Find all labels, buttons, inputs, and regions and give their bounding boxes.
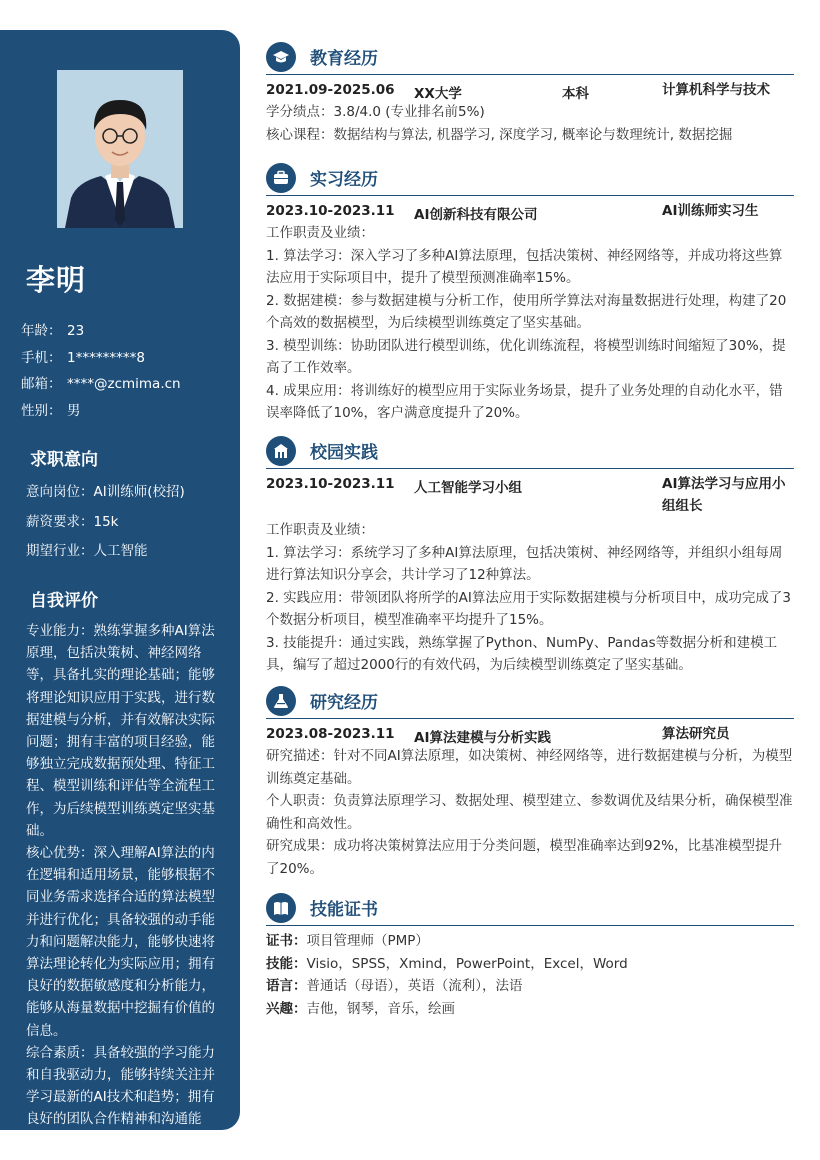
self-evaluation (26, 620, 218, 1153)
internship-section (266, 161, 794, 425)
section-header (266, 684, 794, 719)
info-row-phone: 手机： 1*********8 (21, 349, 145, 366)
entry-header: 2021.09-2025.06 XX大学 本科 计算机科学与技术 (266, 82, 770, 102)
intent-row: 意向岗位：AI训练师(校招) (26, 484, 185, 500)
section-body: 研究描述：针对不同AI算法原理，如决策树、神经网络等，进行数据建模与分析，为模型训练奠定基础。 个人职责：负责算法原理学习、数据处理、模型建立、参数调优及结果分析，确保模型准确性和高效性。 研究成果：成功将决策树算法应用于分类问题，模型准确率达到92%，比基准模型提升了20%。 (266, 748, 793, 877)
section-body: 学分绩点：3.8/4.0 (专业排名前5%) 核心课程：数据结构与算法, 机器学习, 深度学习, 概率论与数理统计, 数据挖掘 (266, 104, 733, 143)
self-eval-title: 自我评价 (30, 591, 98, 611)
skill-row: 技能：Visio，SPSS，Xmind，PowerPoint，Excel，Word (266, 955, 628, 972)
skill-row: 证书：项目管理师（PMP） (266, 933, 429, 949)
building-icon (266, 436, 296, 466)
info-row-age: 年龄： 23 (21, 323, 85, 339)
intent-row: 期望行业：人工智能 (26, 543, 148, 559)
self-eval-paragraph: 综合素质：具备较强的学习能力和自我驱动力，能够持续关注并学习最新的AI技术和趋势；拥有良好的团队合作精神和沟通能力，能够与团队成员高效协作。 (26, 1044, 215, 1150)
briefcase-icon (266, 163, 296, 193)
intent-row: 薪资要求：15k (26, 513, 119, 530)
self-eval-paragraph: 专业能力：熟练掌握多种AI算法原理，包括决策树、神经网络等，具备扎实的理论基础；能够将理论知识应用于实践，进行数据建模与分析，并有效解决实际问题；拥有丰富的项目经验，能够独立完成数据预处理、特征工程、模型训练和评估等全流程工作，为后续模型训练奠定坚实基础。 (26, 623, 215, 839)
section-header (266, 891, 794, 926)
book-icon (266, 893, 296, 923)
research-section (266, 684, 794, 880)
info-row-email: 邮箱： ****@zcmima.cn (21, 376, 181, 392)
personal-info (21, 318, 181, 424)
section-header (266, 40, 794, 75)
section-title: 实习经历 (310, 170, 378, 190)
education-section (266, 40, 794, 146)
graduation-cap-icon (266, 42, 296, 72)
self-eval-paragraph: 核心优势：深入理解AI算法的内在逻辑和适用场景，能够根据不同业务需求选择合适的算法模型并进行优化；具备较强的动手能力和问题解决能力，能够快速将算法理论转化为实际应用；拥有良好的数据敏感度和分析能力，能够从海量数据中挖掘有价值的信息。 (26, 845, 215, 1039)
profile-photo (57, 70, 183, 228)
intent-title: 求职意向 (30, 450, 98, 470)
section-body: 工作职责及业绩： 1. 算法学习：深入学习了多种AI算法原理，包括决策树、神经网络等，并成功将这些算法应用于实际项目中，提升了模型预测准确率15%。 2. 数据建模：参与数据建模与分析工作，使用所学算法对海量数据进行处理，构建了20个高效的数据模型，为后续模型训练奠定了坚实基础。 3. 模型训练：协助团队进行模型训练，优化训练流程，将模型训练时间缩短了30%，提高了工作效率。 4. 成果应用：将训练好的模型应用于实际业务场景，提升了业务处理的自动化水平，错误率降低了10%，客户满意度提升了20%。 (266, 225, 787, 421)
sidebar (0, 30, 240, 1150)
skills-section (266, 891, 794, 1020)
section-header (266, 434, 794, 469)
flask-icon (266, 686, 296, 716)
entry-header: 2023.10-2023.11 AI创新科技有限公司 AI训练师实习生 (266, 203, 759, 223)
skills-list (266, 930, 794, 1020)
section-header (266, 161, 794, 196)
entry-header: 2023.08-2023.11 AI算法建模与分析实践 算法研究员 (266, 726, 730, 746)
section-title: 校园实践 (310, 443, 378, 463)
section-title: 教育经历 (310, 49, 378, 69)
campus-section (266, 434, 794, 677)
info-row-gender: 性别： 男 (21, 402, 81, 419)
section-title: 技能证书 (310, 900, 378, 920)
entry-header: 2023.10-2023.11 人工智能学习小组 AI算法学习与应用小组组长 (266, 476, 786, 514)
job-intent (26, 478, 185, 567)
candidate-name: 李明 (26, 263, 87, 297)
section-title: 研究经历 (310, 693, 378, 713)
skill-row: 兴趣：吉他，钢琴，音乐，绘画 (266, 1000, 455, 1017)
skill-row: 语言：普通话（母语），英语（流利），法语 (266, 978, 523, 994)
section-body: 工作职责及业绩： 1. 算法学习：系统学习了多种AI算法原理，包括决策树、神经网络等，并组织小组每周进行算法知识分享会，共计学习了12种算法。 2. 实践应用：带领团队将所学的AI算法应用于实际数据建模与分析项目中，成功完成了3个数据分析项目，模型准确率平均提升了15%。 3. 技能提升：通过实践，熟练掌握了Python、NumPy、Pandas等数据分析和建模工具，编写了超过2000行的有效代码，为后续模型训练奠定了坚实基础。 (266, 522, 791, 673)
